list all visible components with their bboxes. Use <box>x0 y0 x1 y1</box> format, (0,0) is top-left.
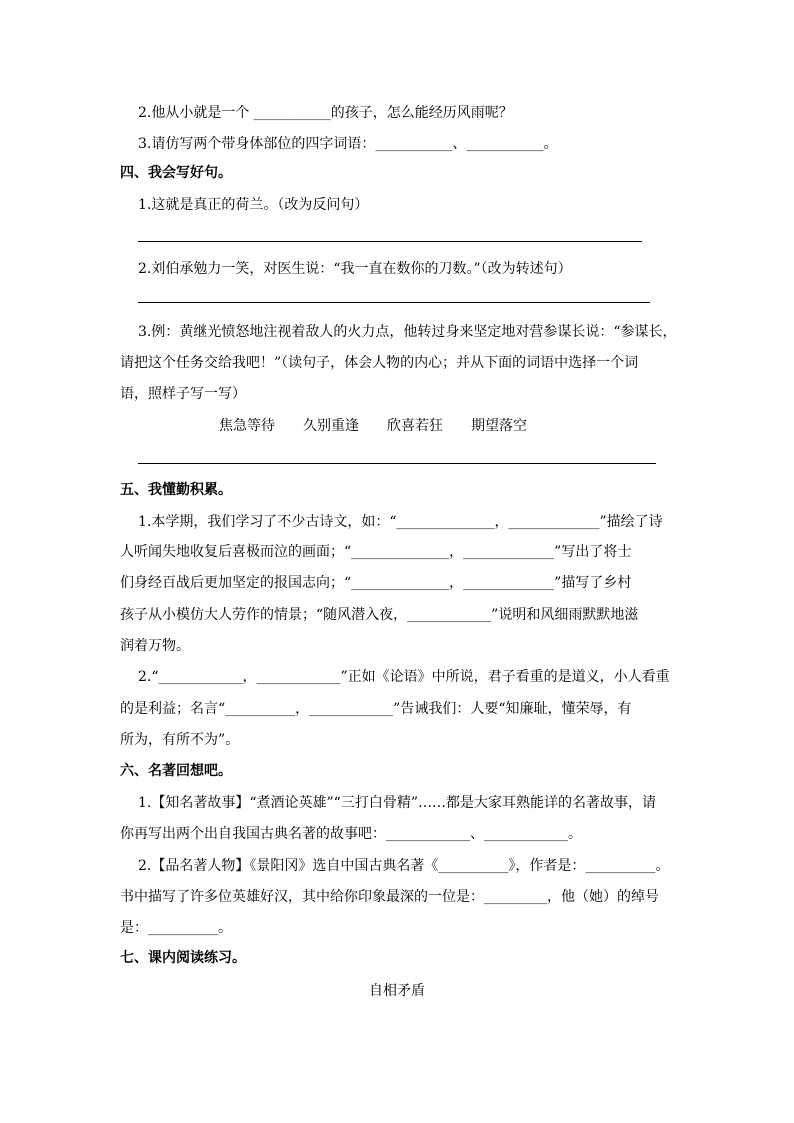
answer-line-1 <box>138 241 642 242</box>
line-q5-2c: 所为，有所不为”。 <box>120 732 240 748</box>
line-q5-1a: 1.本学期，我们学习了不少古诗文，如：“______________，_____________”描绘了诗 <box>138 514 663 530</box>
line-q3-3: 3.请仿写两个带身体部位的四字词语：___________、___________。 <box>138 136 558 152</box>
line-q3-2: 2.他从小就是一个 ___________的孩子，怎么能经历风雨呢？ <box>138 105 513 121</box>
section-5-heading: 五、我懂勤积累。 <box>120 482 232 498</box>
line-q5-1c: 们身经百战后更加坚定的报国志向；“______________，_____________”描写了乡村 <box>120 575 632 591</box>
reading-title: 自相矛盾 <box>369 983 425 999</box>
line-q6-1a: 1.【知名著故事】“煮酒论英雄”“三打白骨精”……都是大家耳熟能详的名著故事，请 <box>138 795 656 811</box>
line-q4-1: 1.这就是真正的荷兰。（改为反问句） <box>138 197 369 213</box>
answer-line-2 <box>138 302 650 303</box>
line-q5-2b: 的是利益；名言“__________，____________”告诫我们：人要“知廉耻，懂荣辱，有 <box>120 701 632 717</box>
line-q5-1b: 人听闻失地收复后喜极而泣的画面；“______________，_____________”写出了将士 <box>120 544 632 560</box>
line-q4-3c: 语，照样子写一写） <box>120 386 246 402</box>
line-q5-2a: 2.“____________，____________”正如《论语》中所说，君子看重的是道义，小人看重 <box>138 669 670 685</box>
section-6-heading: 六、名著回想吧。 <box>120 763 232 779</box>
line-q6-2c: 是：__________。 <box>120 920 232 936</box>
section-4-heading: 四、我会写好句。 <box>120 165 232 181</box>
line-q5-1e: 润着万物。 <box>120 638 190 654</box>
line-q4-2: 2.刘伯承勉力一笑，对医生说：“我一直在数你的刀数。”（改为转述句） <box>138 261 572 277</box>
line-q6-1b: 你再写出两个出自我国古典名著的故事吧：____________、____________。 <box>120 826 582 842</box>
answer-line-3 <box>138 463 656 464</box>
word-choices: 焦急等待 久别重逢 欣喜若狂 期望落空 <box>219 418 527 434</box>
line-q4-3a: 3.例：黄继光愤怒地注视着敌人的火力点，他转过身来坚定地对营参谋长说：“参谋长， <box>138 324 677 340</box>
line-q6-2b: 书中描写了许多位英雄好汉，其中给你印象最深的一位是：_________，他（她）的绰号 <box>120 889 659 905</box>
line-q5-1d: 孩子从小模仿大人劳作的情景；“随风潜入夜，____________”说明和风细雨默默地滋 <box>120 607 639 623</box>
line-q4-3b: 请把这个任务交给我吧！”（读句子，体会人物的内心；并从下面的词语中选择一个词 <box>120 355 639 371</box>
section-7-heading: 七、课内阅读练习。 <box>120 950 246 966</box>
line-q6-2a: 2.【品名著人物】《景阳冈》选自中国古典名著《__________》，作者是：__________。 <box>138 858 670 874</box>
